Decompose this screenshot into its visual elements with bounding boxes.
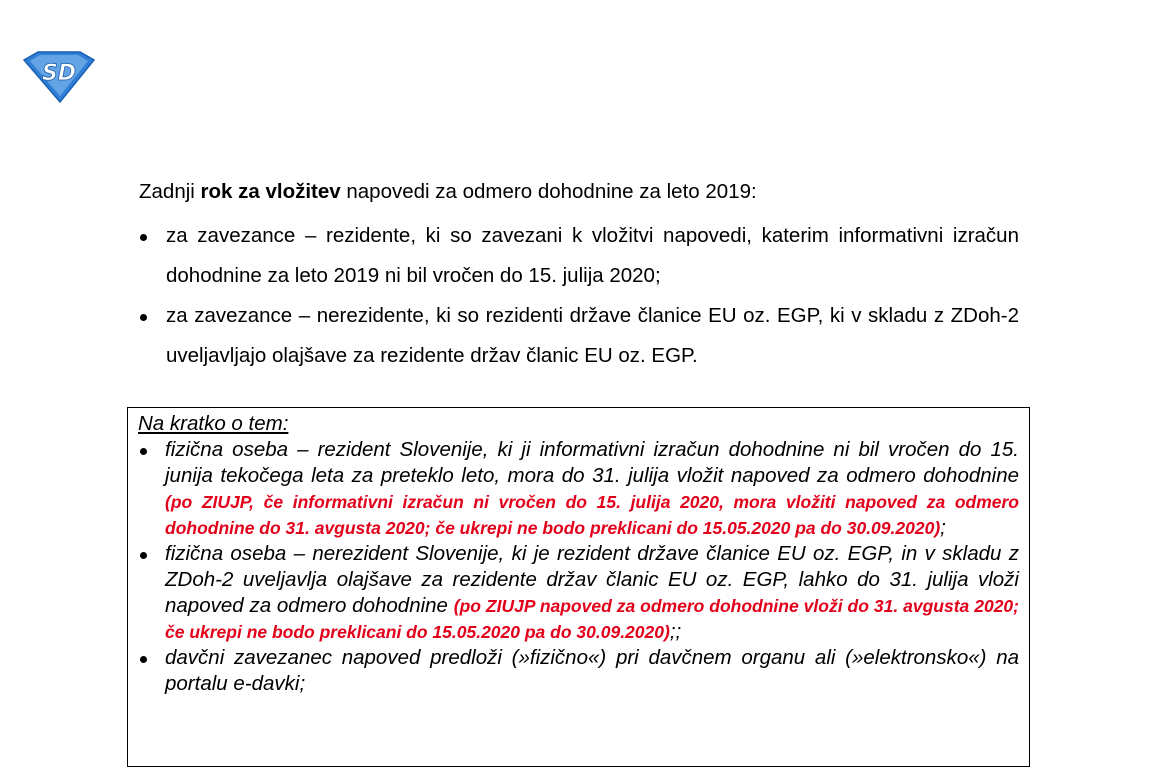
list-item: fizična oseba – rezident Slovenije, ki ji informativni izračun dohodnine ni bil vročen do 15. junija tekočega leta za preteklo leto, mora do 31. julija vložit napoved za odmero dohodnine (po ZIUJP, če informativni izračun ni vročen do 15. julija 2020, mora vložiti napoved za odmero dohodnine do 31. avgusta 2020; če ukrepi ne bodo preklicani do 15.05.2020 pa do 30.09.2020); — [138, 437, 1019, 541]
list-item: fizična oseba – nerezident Slovenije, ki je rezident države članice EU oz. EGP, in v skladu z ZDoh-2 uveljavlja olajšave za rezidente držav članic EU oz. EGP, lahko do 31. julija vloži napoved za odmero dohodnine (po ZIUJP napoved za odmero dohodnine vloži do 31. avgusta 2020; če ukrepi ne bodo preklicani do 15.05.2020 pa do 30.09.2020);; — [138, 541, 1019, 645]
logo-letters: SD — [41, 61, 77, 86]
summary-list — [138, 437, 1019, 697]
intro-bullet-list — [139, 216, 1019, 376]
summary-title: Na kratko o tem: — [138, 412, 289, 435]
list-item: za zavezance – rezidente, ki so zavezani k vložitvi napovedi, katerim informativni izračun dohodnine za leto 2019 ni bil vročen do 15. julija 2020; — [139, 216, 1019, 296]
intro-heading: Zadnji rok za vložitev napovedi za odmero dohodnine za leto 2019: — [139, 180, 757, 203]
red-note: (po ZIUJP, če informativni izračun ni vročen do 15. julija 2020, mora vložiti napoved za odmero dohodnine do 31. avgusta 2020; če ukrepi ne bodo preklicani do 15.05.2020 pa do 30.09.2020) — [165, 492, 1019, 538]
list-item: za zavezance – nerezidente, ki so rezidenti države članice EU oz. EGP, ki v skladu z ZDoh-2 uveljavljajo olajšave za rezidente držav članic EU oz. EGP. — [139, 296, 1019, 376]
deadline-bold-text: rok za vložitev — [200, 180, 341, 203]
shield-sd-logo-icon — [22, 50, 96, 104]
intro-section — [139, 178, 1019, 376]
list-item: davčni zavezanec napoved predloži (»fizično«) pri davčnem organu ali (»elektronsko«) na portalu e-davki; — [138, 645, 1019, 697]
summary-box — [127, 407, 1030, 767]
red-note: (po ZIUJP napoved za odmero dohodnine vloži do 31. avgusta 2020; če ukrepi ne bodo preklicani do 15.05.2020 pa do 30.09.2020) — [165, 596, 1019, 642]
